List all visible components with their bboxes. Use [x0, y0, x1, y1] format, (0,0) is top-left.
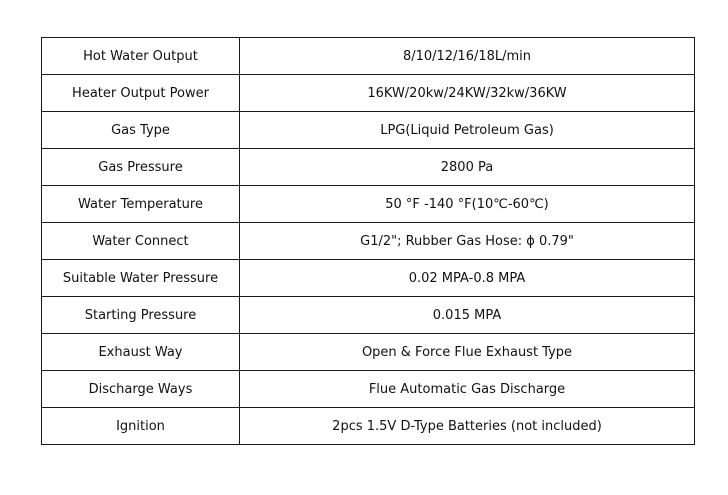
spec-value-starting-pressure: 0.015 MPA	[240, 297, 695, 334]
spec-value-water-temperature: 50 °F -140 °F(10℃-60℃)	[240, 186, 695, 223]
spec-label-gas-pressure: Gas Pressure	[42, 149, 240, 186]
spec-value-hot-water-output: 8/10/12/16/18L/min	[240, 38, 695, 75]
table-row	[42, 223, 695, 260]
spec-label-gas-type: Gas Type	[42, 112, 240, 149]
spec-label-exhaust-way: Exhaust Way	[42, 334, 240, 371]
spec-label-ignition: Ignition	[42, 408, 240, 445]
spec-table-body	[42, 38, 695, 445]
spec-value-suitable-water-pressure: 0.02 MPA-0.8 MPA	[240, 260, 695, 297]
spec-label-water-connect: Water Connect	[42, 223, 240, 260]
spec-value-water-connect: G1/2"; Rubber Gas Hose: ϕ 0.79"	[240, 223, 695, 260]
table-row	[42, 38, 695, 75]
spec-label-water-temperature: Water Temperature	[42, 186, 240, 223]
table-row	[42, 408, 695, 445]
spec-value-gas-type: LPG(Liquid Petroleum Gas)	[240, 112, 695, 149]
spec-label-heater-output-power: Heater Output Power	[42, 75, 240, 112]
spec-value-gas-pressure: 2800 Pa	[240, 149, 695, 186]
spec-value-exhaust-way: Open & Force Flue Exhaust Type	[240, 334, 695, 371]
spec-label-hot-water-output: Hot Water Output	[42, 38, 240, 75]
table-row	[42, 371, 695, 408]
table-row	[42, 186, 695, 223]
table-row	[42, 75, 695, 112]
table-row	[42, 112, 695, 149]
spec-value-discharge-ways: Flue Automatic Gas Discharge	[240, 371, 695, 408]
spec-label-suitable-water-pressure: Suitable Water Pressure	[42, 260, 240, 297]
table-row	[42, 149, 695, 186]
table-row	[42, 260, 695, 297]
table-row	[42, 334, 695, 371]
spec-label-discharge-ways: Discharge Ways	[42, 371, 240, 408]
table-row	[42, 297, 695, 334]
spec-value-heater-output-power: 16KW/20kw/24KW/32kw/36KW	[240, 75, 695, 112]
spec-label-starting-pressure: Starting Pressure	[42, 297, 240, 334]
spec-table	[41, 37, 695, 445]
spec-value-ignition: 2pcs 1.5V D-Type Batteries (not included)	[240, 408, 695, 445]
